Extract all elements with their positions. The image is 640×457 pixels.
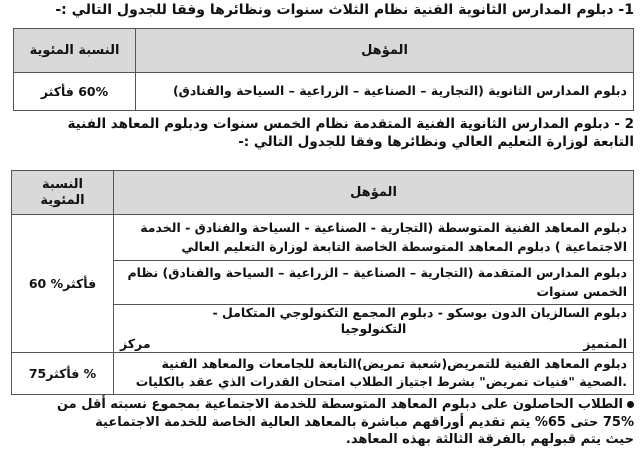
note-line2: 75% حتى 65% يتم تقديم أوراقهم مباشرة بالمعاهد العالية الخاصة للخدمة الاجتماعية xyxy=(95,414,634,430)
section2-table xyxy=(11,170,634,395)
cell-line: دبلوم المعاهد الفنية المتوسطة (التجارية - الصناعية - السياحة والفنادق - الخدمة xyxy=(140,220,627,236)
percentage-header xyxy=(12,171,114,215)
percentage-cell: 60% فأكثر xyxy=(14,73,136,111)
section1-heading: 1- دبلوم المدارس الثانوية الفنية نظام الثلاث سنوات ونظائرها وفقا للجدول التالي :- xyxy=(55,2,634,18)
qualification-cell xyxy=(114,261,634,305)
qualification-cell xyxy=(114,305,634,353)
cell-line: .الصحية "فنيات تمريض" بشرط اجتياز الطلاب امتحان القدرات الذي عقد بالكليات xyxy=(135,374,627,390)
cell-line: دبلوم المدارس المتقدمة (التجارية – الصناعية – الزراعية – السياحة والفنادق) نظام xyxy=(127,265,627,281)
table-row xyxy=(14,73,634,111)
percentage-header-line1: النسبة xyxy=(41,176,84,192)
percentage-cell: فأكثر% 60 xyxy=(12,215,114,353)
cell-line: الاجتماعية ) دبلوم المعاهد المتوسطة الخاصة التابعة لوزارة التعليم العالي xyxy=(181,238,627,254)
section1-table xyxy=(13,28,634,111)
cell-line: دبلوم السالزيان الدون بوسكو - دبلوم المجمع التكنولوجي المتكامل - xyxy=(212,305,627,320)
qualification-cell: دبلوم المدارس الثانوية (التجارية – الصناعية – الزراعية – السياحة والفنادق) xyxy=(136,73,634,111)
cell-text: مركز xyxy=(120,336,151,352)
note-text: الطلاب الحاصلون على دبلوم المعاهد المتوسطة للخدمة الاجتماعية بمجموع نسبته أقل من xyxy=(56,397,623,412)
qualification-header: المؤهل xyxy=(136,29,634,73)
cell-line: دبلوم المعاهد الفنية للتمريض(شعبة تمريض)التابعة للجامعات والمعاهد الفنية xyxy=(161,356,627,372)
cell-line: التكنولوجيا xyxy=(340,320,407,336)
qualification-header: المؤهل xyxy=(114,171,634,215)
qualification-cell xyxy=(114,352,634,394)
bullet-icon xyxy=(627,401,634,408)
table-row xyxy=(12,215,634,261)
cell-text: المتميز xyxy=(583,336,627,352)
percentage-cell: % فأكثر75 xyxy=(12,352,114,394)
note-line3: حيث يتم قبولهم بالفرقة الثالثة بهذه المعاهد. xyxy=(345,432,634,448)
section2-heading-line2: التابعة لوزارة التعليم العالي ونظائرها وفقا للجدول التالي :- xyxy=(238,134,634,150)
cell-line: الخمس سنوات xyxy=(536,283,627,299)
percentage-header: النسبة المئوية xyxy=(14,29,136,73)
percentage-header-line2: المئوية xyxy=(40,192,85,208)
qualification-cell xyxy=(114,215,634,261)
note-line1 xyxy=(8,396,634,414)
section2-heading-line1: 2 - دبلوم المدارس الثانوية الفنية المتقدمة نظام الخمس سنوات ودبلوم المعاهد الفنية xyxy=(67,116,634,132)
table-row xyxy=(12,352,634,394)
cell-line xyxy=(120,336,627,352)
note-block xyxy=(8,396,634,449)
